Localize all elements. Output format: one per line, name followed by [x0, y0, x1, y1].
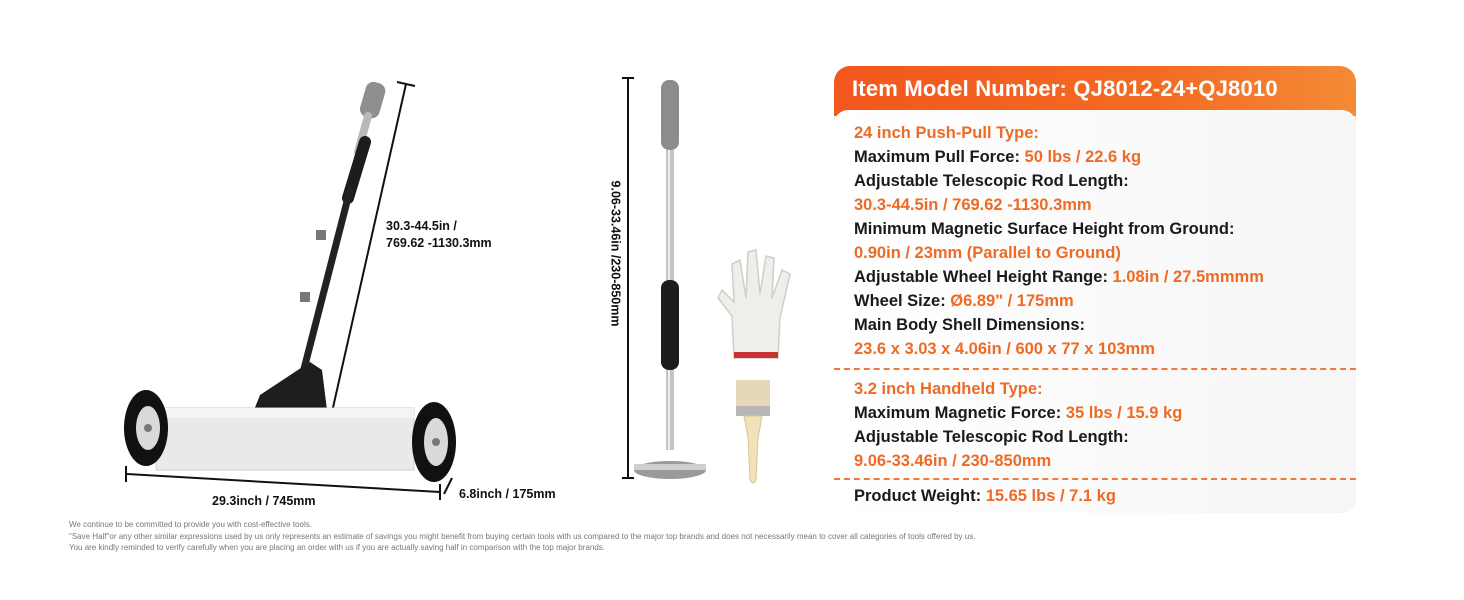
handle-length-label-line2: 769.62 -1130.3mm [386, 236, 492, 250]
handheld-magnetic-pickup-illustration [620, 74, 720, 486]
footnote-line-3: You are kindly reminded to verify carefully when you are placing an order with us if you are actually saving half in comparison with the top major brands. [69, 543, 605, 552]
card-header [834, 66, 1356, 116]
wheel-size-row [854, 289, 1074, 313]
wheel-range-row [854, 265, 1264, 289]
section-divider-1 [834, 368, 1356, 370]
section1-title: 24 inch Push-Pull Type: [854, 124, 1039, 142]
model-number-title: Item Model Number: QJ8012-24+QJ8010 [852, 76, 1278, 101]
weight-row [854, 484, 1116, 508]
magnetic-sweeper-illustration [110, 70, 470, 510]
card-body [834, 110, 1356, 513]
rod1-label: Adjustable Telescopic Rod Length: [854, 172, 1129, 190]
rod2-label: Adjustable Telescopic Rod Length: [854, 428, 1129, 446]
wheel-range-value: 1.08in / 27.5mmmm [1112, 268, 1264, 286]
sweeper-depth-label: 6.8inch / 175mm [459, 487, 556, 501]
rod1-value: 30.3-44.5in / 769.62 -1130.3mm [854, 196, 1092, 214]
section-divider-2 [834, 478, 1356, 480]
right-wheel [412, 402, 456, 482]
pull-force-row [854, 145, 1141, 169]
handheld-length-label: 9.06-33.46in /230-850mm [608, 180, 623, 327]
spec-card [834, 66, 1356, 513]
min-height-label: Minimum Magnetic Surface Height from Ground: [854, 220, 1235, 238]
footnote-line-1: We continue to be committed to provide you with cost-effective tools. [69, 520, 312, 529]
mag-force-label: Maximum Magnetic Force: [854, 404, 1066, 422]
pull-force-value: 50 lbs / 22.6 kg [1024, 148, 1142, 166]
section2-title: 3.2 inch Handheld Type: [854, 380, 1043, 398]
footnote-line-2: "Save Half"or any other similar expressions used by us only represents an estimate of savings you might benefit from buying certain tools with us compared to the major top brands and does not necessarily mean to cover all categories of tools offered by us. [69, 532, 976, 541]
work-glove-icon [712, 246, 802, 368]
wheel-size-label: Wheel Size: [854, 292, 951, 310]
mag-force-row [854, 401, 1182, 425]
shell-label: Main Body Shell Dimensions: [854, 316, 1086, 334]
weight-value: 15.65 lbs / 7.1 kg [985, 487, 1116, 505]
mag-force-value: 35 lbs / 15.9 kg [1065, 404, 1183, 422]
weight-label: Product Weight: [854, 487, 986, 505]
min-height-value: 0.90in / 23mm (Parallel to Ground) [854, 244, 1121, 262]
wheel-range-label: Adjustable Wheel Height Range: [854, 268, 1113, 286]
wheel-size-value: Ø6.89" / 175mm [950, 292, 1074, 310]
handle-length-label-line1: 30.3-44.5in / [386, 219, 457, 233]
pull-force-label: Maximum Pull Force: [854, 148, 1025, 166]
shell-value: 23.6 x 3.03 x 4.06in / 600 x 77 x 103mm [854, 340, 1155, 358]
sweeper-width-label: 29.3inch / 745mm [212, 494, 316, 508]
left-wheel [124, 390, 168, 466]
paint-brush-icon [732, 378, 774, 486]
rod2-value: 9.06-33.46in / 230-850mm [854, 452, 1052, 470]
